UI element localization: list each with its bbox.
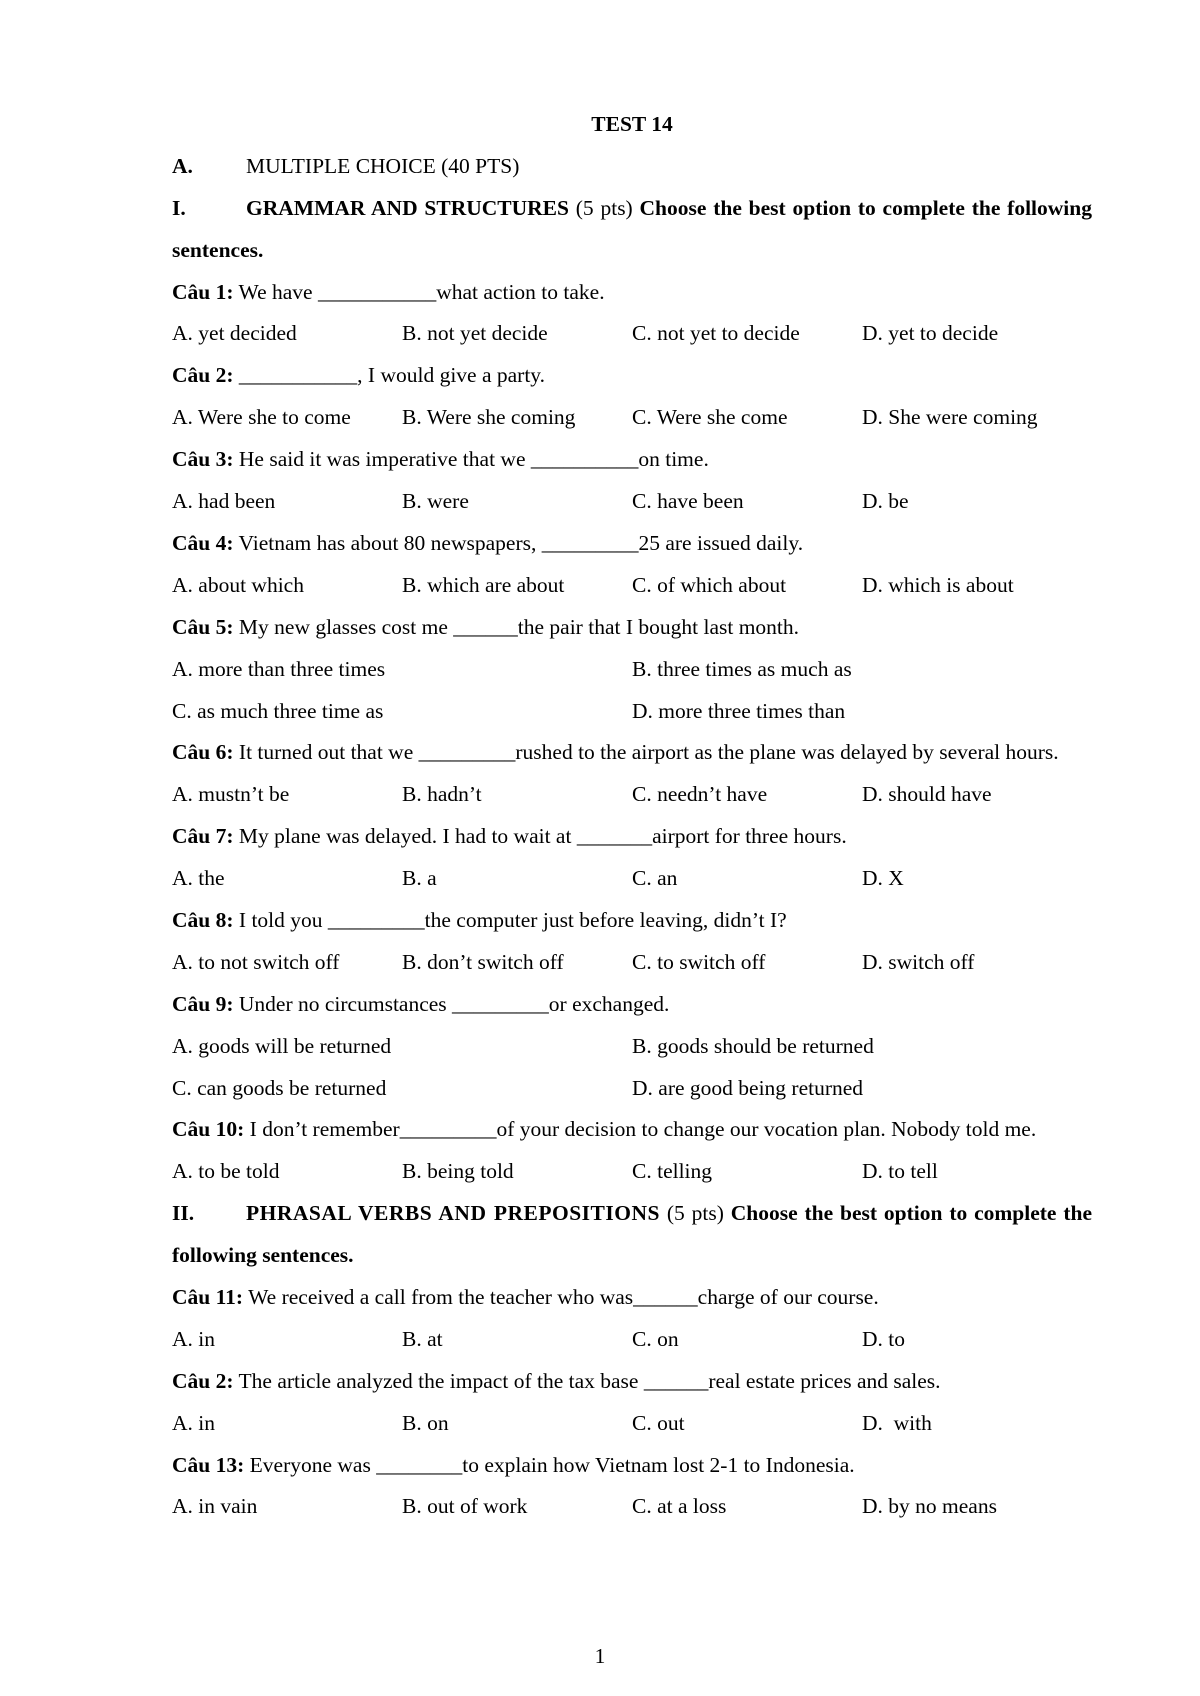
option-a: A. in vain [172, 1494, 258, 1519]
answer-options [172, 691, 1092, 733]
option-c: C. can goods be returned [172, 1075, 387, 1100]
answer-options [172, 1486, 1092, 1528]
question-label: Câu 13: [172, 1452, 245, 1477]
answer-options [172, 942, 1092, 984]
question-text: We received a call from the teacher who was______charge of our course. [243, 1285, 879, 1310]
option-d: D. should have [862, 782, 992, 807]
option-b: B. don’t switch off [402, 949, 564, 974]
option-d: D. She were coming [862, 405, 1038, 430]
option-a: A. mustn’t be [172, 782, 290, 807]
option-a: A. to be told [172, 1159, 280, 1184]
question-stem [172, 984, 1092, 1026]
question-stem [172, 355, 1092, 397]
option-c: C. Were she come [632, 405, 788, 430]
answer-options [172, 1403, 1092, 1445]
question-stem [172, 1361, 1092, 1403]
answer-options [172, 397, 1092, 439]
option-c: C. needn’t have [632, 782, 768, 807]
question-stem [172, 272, 1092, 314]
answer-options [172, 1151, 1092, 1193]
option-a: A. Were she to come [172, 405, 351, 430]
option-a: A. goods will be returned [172, 1033, 392, 1058]
question-label: Câu 2: [172, 1368, 234, 1393]
option-c: C. as much three time as [172, 698, 384, 723]
question-label: Câu 6: [172, 740, 234, 765]
option-c: C. an [632, 866, 678, 891]
option-d: D. more three times than [632, 698, 846, 723]
section-title: MULTIPLE CHOICE (40 PTS) [246, 153, 520, 178]
answer-options [172, 774, 1092, 816]
section-title: GRAMMAR AND STRUCTURES [246, 195, 569, 220]
option-b: B. were [402, 489, 469, 514]
question-text: Under no circumstances _________or exchanged. [233, 991, 670, 1016]
section-number: I. [172, 195, 186, 220]
page-title: TEST 14 [591, 112, 673, 136]
question-stem [172, 1109, 1092, 1151]
option-c: C. on [632, 1326, 679, 1351]
question-text: Vietnam has about 80 newspapers, _________25 are issued daily. [233, 530, 804, 555]
question-label: Câu 7: [172, 824, 234, 849]
question-label: Câu 1: [172, 279, 234, 304]
section-instruction: Choose the best option to complete the following sentences. [172, 195, 1092, 262]
question-label: Câu 3: [172, 447, 234, 472]
option-d: D. yet to decide [862, 321, 999, 346]
option-d: D. be [862, 489, 909, 514]
question-text: ___________, I would give a party. [233, 363, 546, 388]
question-stem [172, 816, 1092, 858]
question-text: The article analyzed the impact of the tax base ______real estate prices and sales. [233, 1368, 941, 1393]
option-a: A. in [172, 1326, 215, 1351]
section-a-heading [172, 146, 1092, 188]
option-d: D. to [862, 1326, 905, 1351]
section-instruction: Choose the best option to complete the following sentences. [172, 1201, 1092, 1268]
question-text: I don’t remember_________of your decision to change our vocation plan. Nobody told me. [244, 1117, 1037, 1142]
question-label: Câu 2: [172, 363, 234, 388]
question-text: I told you _________the computer just before leaving, didn’t I? [233, 907, 787, 932]
answer-options [172, 313, 1092, 355]
question-text: He said it was imperative that we __________on time. [233, 447, 709, 472]
option-b: B. not yet decide [402, 321, 548, 346]
option-b: B. being told [402, 1159, 514, 1184]
option-d: D. by no means [862, 1494, 997, 1519]
option-a: A. to not switch off [172, 949, 340, 974]
question-stem [172, 439, 1092, 481]
option-a: A. had been [172, 489, 276, 514]
question-stem [172, 732, 1092, 774]
section-title: PHRASAL VERBS AND PREPOSITIONS [246, 1201, 660, 1226]
question-stem [172, 523, 1092, 565]
option-b: B. three times as much as [632, 656, 852, 681]
option-a: A. about which [172, 572, 304, 597]
section-i-heading [172, 188, 1092, 272]
option-b: B. on [402, 1410, 449, 1435]
question-text: It turned out that we _________rushed to the airport as the plane was delayed by several hours. [233, 740, 1059, 765]
question-label: Câu 11: [172, 1285, 244, 1310]
question-stem [172, 607, 1092, 649]
section-ii-heading [172, 1193, 1092, 1277]
option-b: B. out of work [402, 1494, 528, 1519]
answer-options [172, 565, 1092, 607]
answer-options [172, 1319, 1092, 1361]
option-a: A. the [172, 866, 225, 891]
option-d: D. switch off [862, 949, 975, 974]
option-c: C. not yet to decide [632, 321, 800, 346]
option-c: C. telling [632, 1159, 713, 1184]
section-number: II. [172, 1201, 195, 1226]
answer-options [172, 1068, 1092, 1110]
option-c: C. at a loss [632, 1494, 727, 1519]
option-c: C. to switch off [632, 949, 766, 974]
option-b: B. at [402, 1326, 443, 1351]
question-label: Câu 10: [172, 1117, 245, 1142]
answer-options [172, 1026, 1092, 1068]
answer-options [172, 481, 1092, 523]
option-d: D. to tell [862, 1159, 938, 1184]
question-text: My new glasses cost me ______the pair that I bought last month. [233, 614, 800, 639]
option-d: D. with [862, 1410, 932, 1435]
question-stem [172, 1445, 1092, 1487]
page-number: 1 [594, 1644, 606, 1668]
option-d: D. X [862, 866, 904, 891]
option-a: A. more than three times [172, 656, 386, 681]
answer-options [172, 649, 1092, 691]
option-b: B. hadn’t [402, 782, 482, 807]
question-stem [172, 900, 1092, 942]
option-b: B. a [402, 866, 437, 891]
question-text: We have ___________what action to take. [233, 279, 605, 304]
option-c: C. out [632, 1410, 685, 1435]
option-b: B. goods should be returned [632, 1033, 874, 1058]
answer-options [172, 858, 1092, 900]
option-c: C. of which about [632, 572, 787, 597]
section-points: (5 pts) [568, 195, 640, 220]
question-stem [172, 1277, 1092, 1319]
option-a: A. in [172, 1410, 215, 1435]
question-label: Câu 8: [172, 907, 234, 932]
document-page [172, 104, 1092, 1528]
option-a: A. yet decided [172, 321, 297, 346]
question-label: Câu 9: [172, 991, 234, 1016]
question-label: Câu 5: [172, 614, 234, 639]
section-number: A. [172, 153, 193, 178]
question-text: My plane was delayed. I had to wait at _______airport for three hours. [233, 824, 847, 849]
option-d: D. are good being returned [632, 1075, 864, 1100]
option-c: C. have been [632, 489, 744, 514]
option-d: D. which is about [862, 572, 1014, 597]
option-b: B. Were she coming [402, 405, 576, 430]
option-b: B. which are about [402, 572, 565, 597]
question-text: Everyone was ________to explain how Vietnam lost 2-1 to Indonesia. [244, 1452, 855, 1477]
question-label: Câu 4: [172, 530, 234, 555]
section-points: (5 pts) [659, 1201, 731, 1226]
